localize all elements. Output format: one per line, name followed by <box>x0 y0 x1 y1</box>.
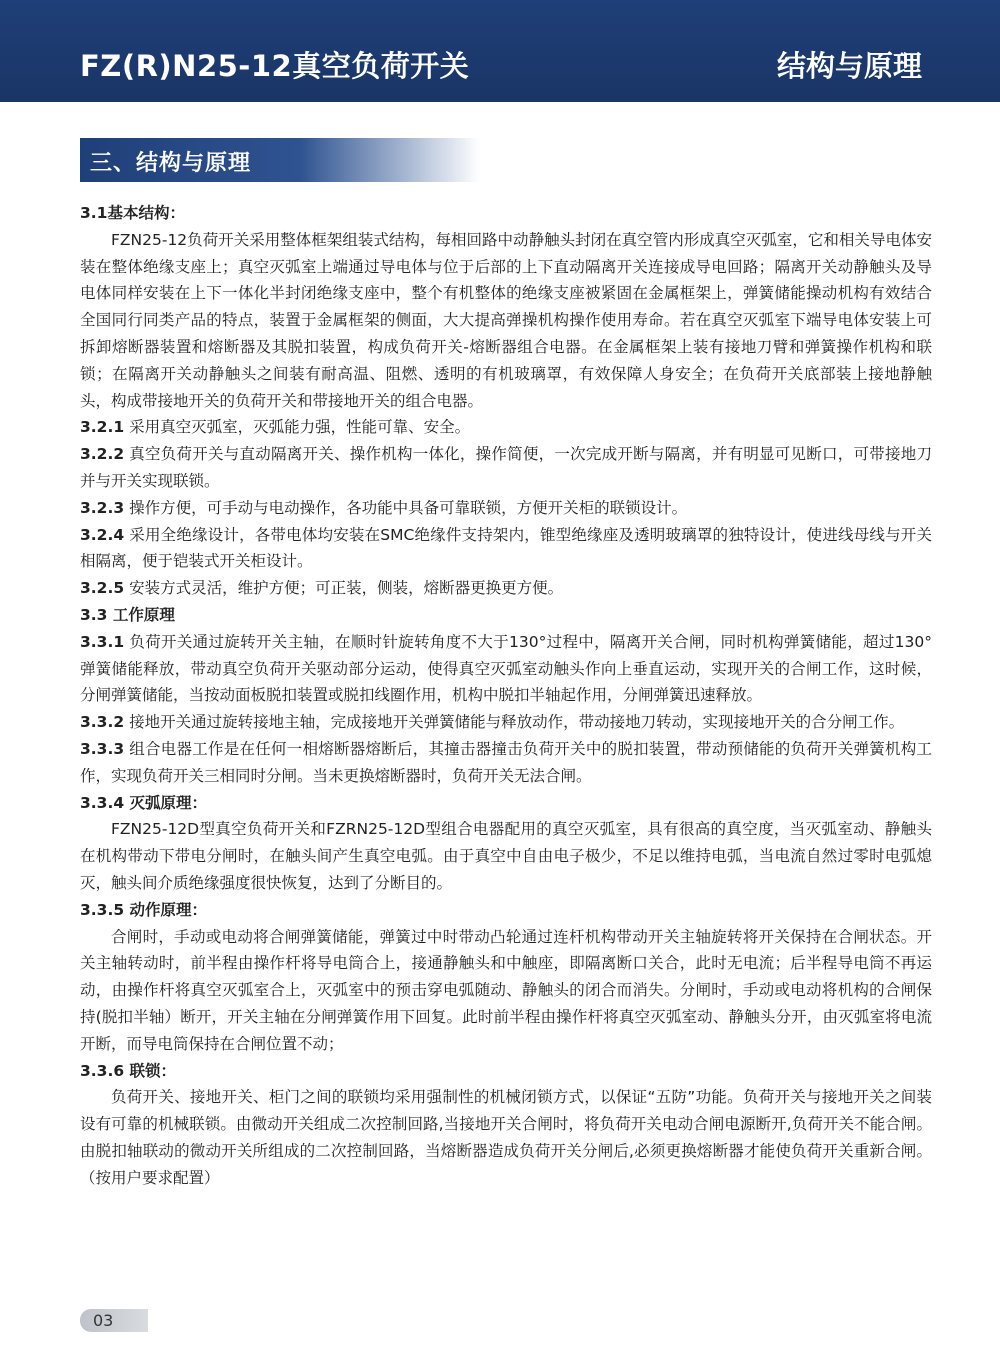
item-3-2-3 <box>80 495 932 522</box>
heading-3-3-6: 3.3.6 联锁： <box>80 1061 177 1080</box>
item-text: 采用全绝缘设计，各带电体均安装在SMC绝缘件支持架内，锥型绝缘座及透明玻璃罩的独特设计，使进线母线与开关相隔离，便于铠装式开关柜设计。 <box>80 525 932 571</box>
page-number: 03 <box>93 1311 114 1330</box>
paragraph-3-3-6: 负荷开关、接地开关、柜门之间的联锁均采用强制性的机械闭锁方式，以保证“五防”功能。负荷开关与接地开关之间装设有可靠的机械联锁。由微动开关组成二次控制回路,当接地开关合闸时，将负荷开关电动合闸电源断开,负荷开关不能合闸。由脱扣轴联动的微动开关所组成的二次控制回路，当熔断器造成负荷开关分闸后,必须更换熔断器才能使负荷开关重新合闸。（按用户要求配置） <box>80 1088 932 1187</box>
item-text: 负荷开关通过旋转开关主轴，在顺时针旋转角度不大于130°过程中，隔离开关合闸，同时机构弹簧储能，超过130°弹簧储能释放，带动真空负荷开关驱动部分运动，使得真空灭弧室动触头作向上垂直运动，实现开关的合闸工作，这时候，分闸弹簧储能，当按动面板脱扣装置或脱扣线圈作用，机构中脱扣半轴起作用，分闸弹簧迅速释放。 <box>80 632 932 705</box>
item-3-3-1 <box>80 629 932 709</box>
item-number: 3.2.2 <box>80 445 125 464</box>
item-3-2-2 <box>80 441 932 495</box>
item-number: 3.2.1 <box>80 418 125 437</box>
item-number: 3.2.3 <box>80 498 125 517</box>
product-title: FZ(R)N25-12真空负荷开关 <box>80 49 470 83</box>
page-header <box>0 0 1000 102</box>
paragraph-3-1: FZN25-12负荷开关采用整体框架组装式结构，每相回路中动静触头封闭在真空管内形成真空灭弧室，它和相关导电体安装在整体绝缘支座上；真空灭弧室上端通过导电体与位于后部的上下直动隔离开关连接成导电回路；隔离开关动静触头及导电体同样安装在上下一体化半封闭绝缘支座中，整个有机整体的绝缘支座被紧固在金属框架上，弹簧储能操动机构有效结合全国同行同类产品的特点，装置于金属框架的侧面，大大提高弹操机构操作使用寿命。若在真空灭弧室下端导电体安装上可拆卸熔断器装置和熔断器及其脱扣装置，构成负荷开关-熔断器组合电器。在金属框架上装有接地刀臂和弹簧操作机构和联锁；在隔离开关动静触头之间装有耐高温、阻燃、透明的有机玻璃罩，有效保障人身安全；在负荷开关底部装上接地静触头，构成带接地开关的负荷开关和带接地开关的组合电器。 <box>80 230 932 410</box>
item-text: 操作方便，可手动与电动操作，各功能中具备可靠联锁，方便开关柜的联锁设计。 <box>124 498 688 517</box>
item-number: 3.3.3 <box>80 739 125 758</box>
item-3-2-4 <box>80 522 932 576</box>
item-3-2-5 <box>80 575 932 602</box>
page-number-tab <box>80 1309 148 1332</box>
item-number: 3.3.1 <box>80 632 125 651</box>
item-3-2-1 <box>80 414 932 441</box>
item-text: 安装方式灵活，维护方便；可正装，侧装，熔断器更换更方便。 <box>124 579 564 598</box>
header-section-title: 结构与原理 <box>776 49 922 83</box>
heading-3-3: 3.3 工作原理 <box>80 605 175 624</box>
item-text: 采用真空灭弧室，灭弧能力强，性能可靠、安全。 <box>124 418 471 437</box>
paragraph-3-3-5: 合闸时，手动或电动将合闸弹簧储能，弹簧过中时带动凸轮通过连杆机构带动开关主轴旋转将开关保持在合闸状态。开关主轴转动时，前半程由操作杆将导电筒合上，接通静触头和中触座，即隔离断口关合，此时无电流；后半程导电筒不再运动，由操作杆将真空灭弧室合上，灭弧室中的预击穿电弧随动、静触头的闭合而消失。分闸时，手动或电动将机构的合闸保持(脱扣半轴）断开，开关主轴在分闸弹簧作用下回复。此时前半程由操作杆将真空灭弧室动、静触头分开，由灭弧室将电流开断，而导电筒保持在合闸位置不动； <box>80 927 932 1053</box>
item-3-3-3 <box>80 736 932 790</box>
item-text: 组合电器工作是在任何一相熔断器熔断后，其撞击器撞击负荷开关中的脱扣装置，带动预储能的负荷开关弹簧机构工作，实现负荷开关三相同时分闸。当未更换熔断器时，负荷开关无法合闸。 <box>80 739 932 785</box>
item-text: 真空负荷开关与直动隔离开关、操作机构一体化，操作简便，一次完成开断与隔离，并有明显可见断口，可带接地刀并与开关实现联锁。 <box>80 445 932 490</box>
item-number: 3.3.2 <box>80 713 125 732</box>
heading-3-3-4: 3.3.4 灭弧原理： <box>80 793 208 812</box>
item-number: 3.2.4 <box>80 525 125 544</box>
paragraph-3-3-4: FZN25-12D型真空负荷开关和FZRN25-12D型组合电器配用的真空灭弧室，具有很高的真空度，当灭弧室动、静触头在机构带动下带电分闸时，在触头间产生真空电弧。由于真空中自由电子极少，不足以维持电弧，当电流自然过零时电弧熄灭，触头间介质绝缘强度很快恢复，达到了分断目的。 <box>80 820 932 892</box>
document-body <box>80 200 932 1191</box>
item-text: 接地开关通过旋转接地主轴，完成接地开关弹簧储能与释放动作，带动接地刀转动，实现接地开关的合分闸工作。 <box>124 713 905 732</box>
section-heading: 三、结构与原理 <box>90 151 252 176</box>
heading-3-1: 3.1基本结构： <box>80 204 185 222</box>
item-number: 3.2.5 <box>80 579 125 598</box>
heading-3-3-5: 3.3.5 动作原理： <box>80 900 208 919</box>
section-heading-bar <box>80 138 480 182</box>
item-3-3-2 <box>80 709 932 736</box>
